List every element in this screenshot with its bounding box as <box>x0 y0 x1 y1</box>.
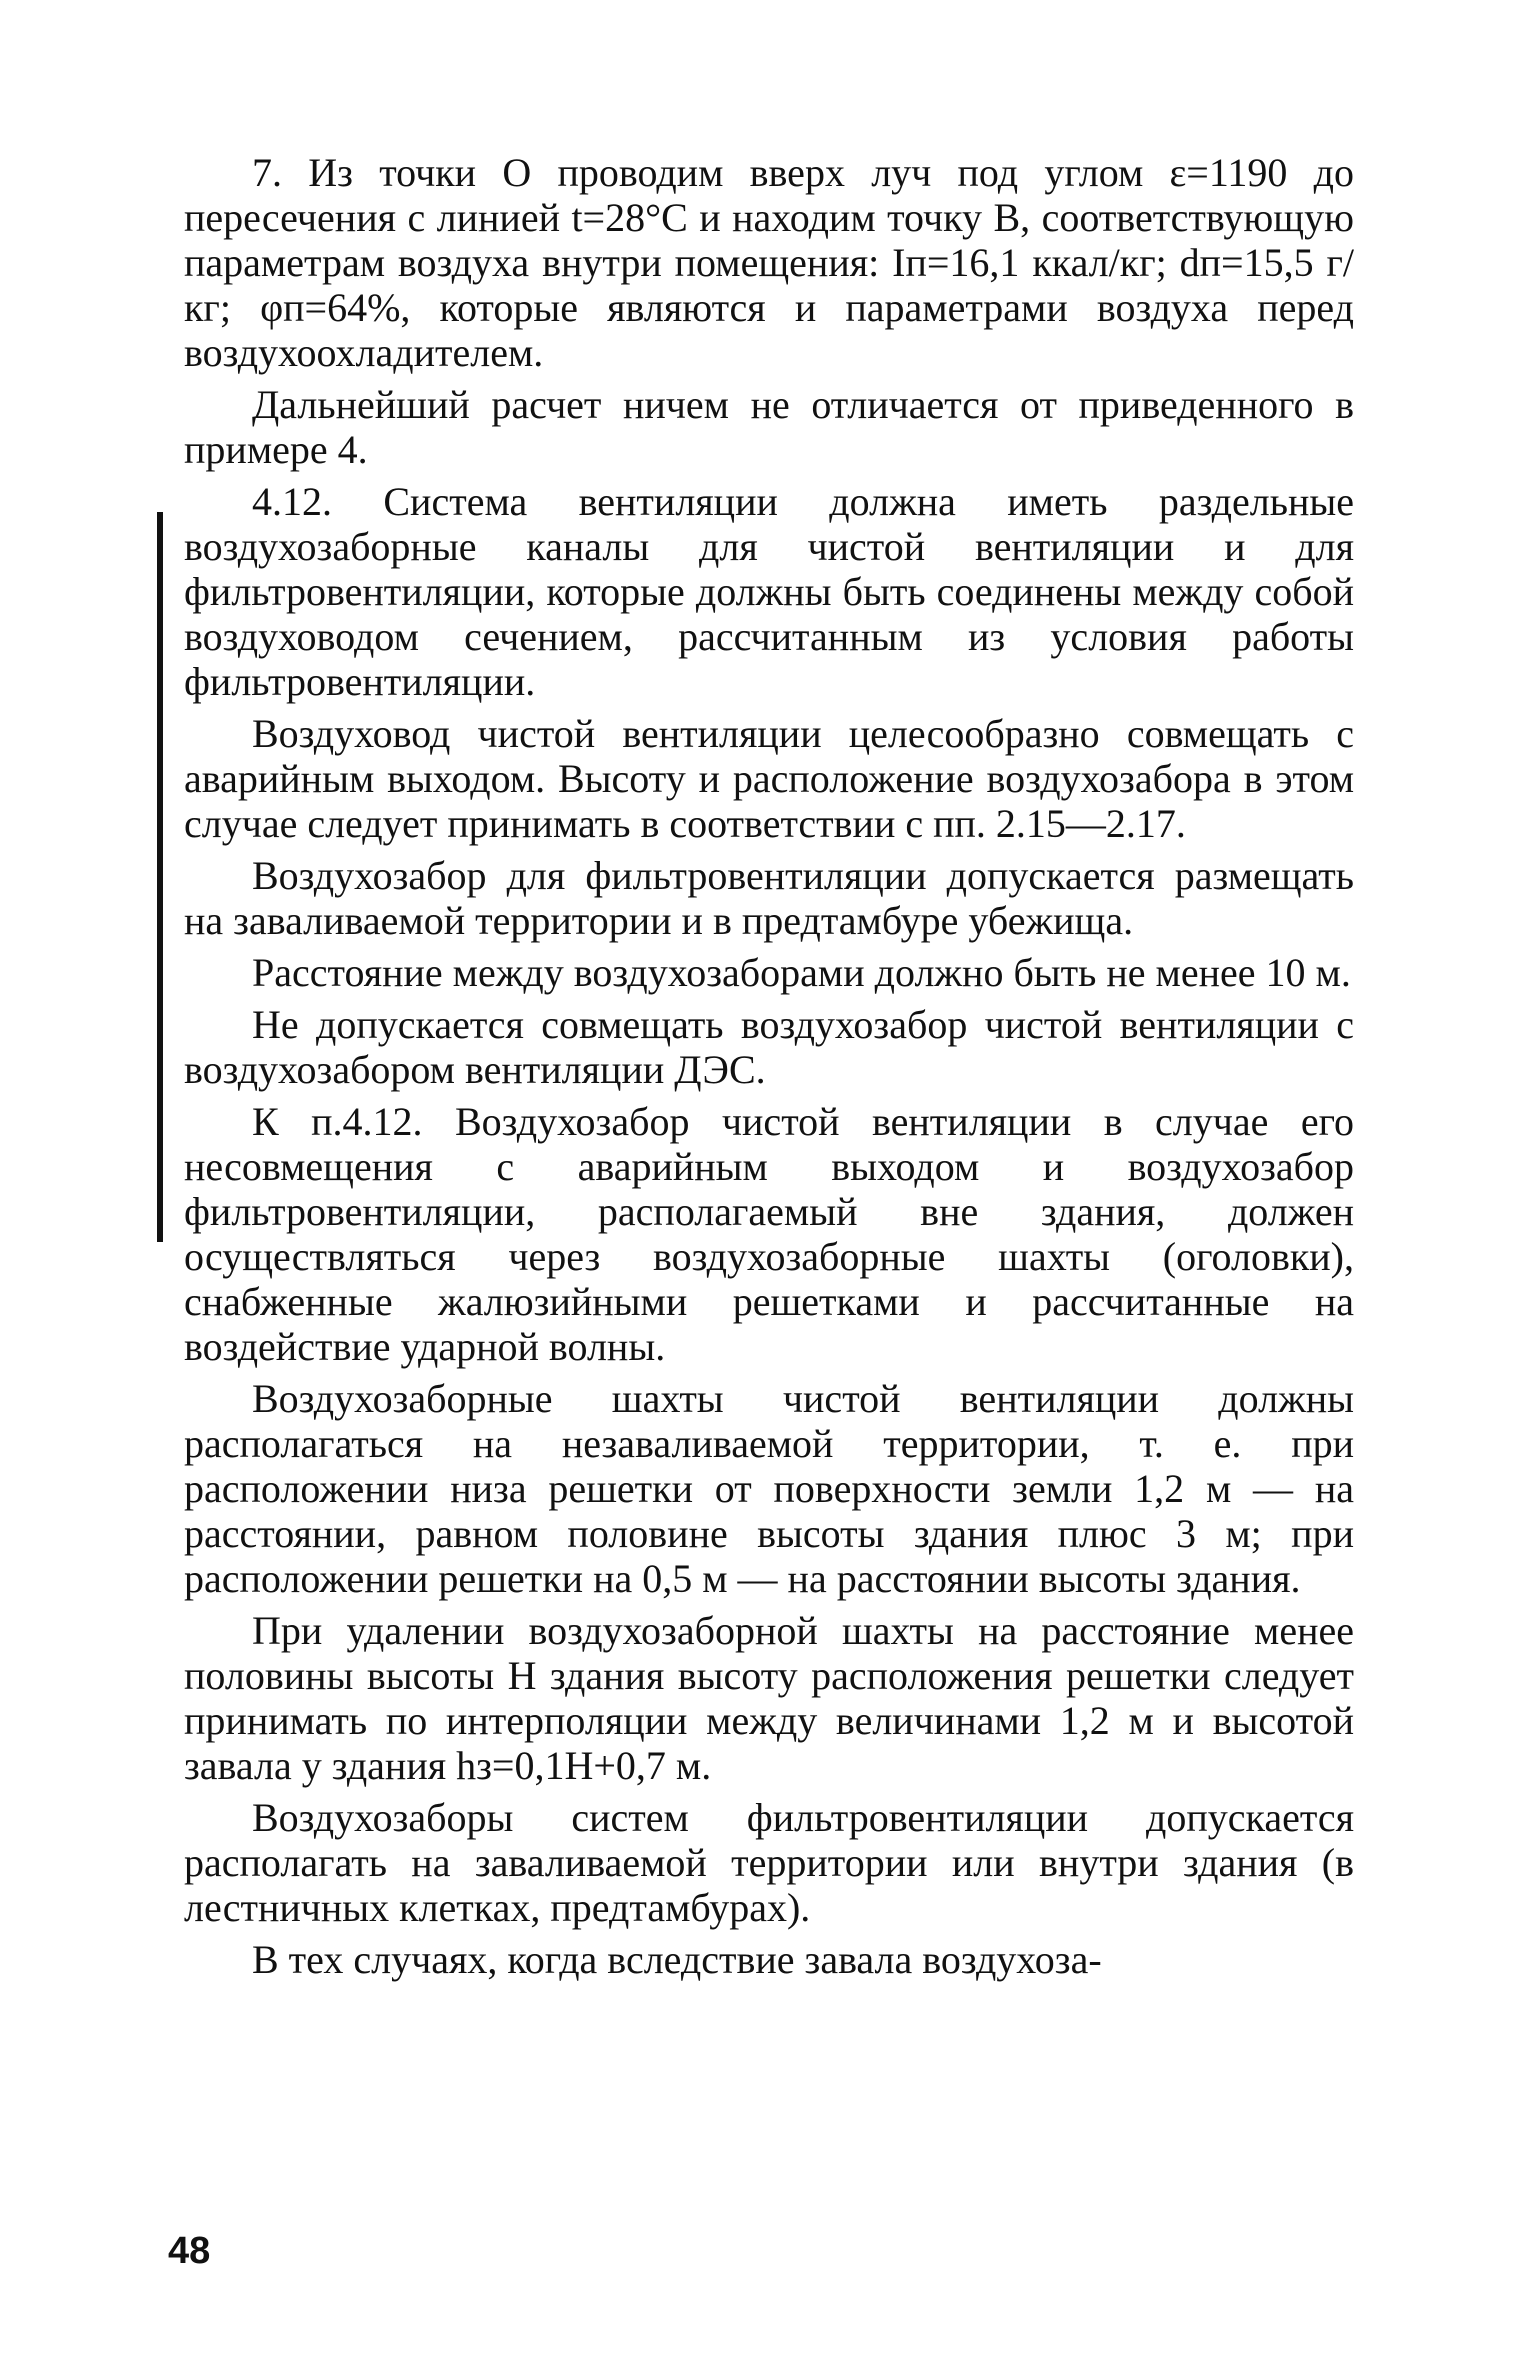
margin-change-bar <box>157 512 163 1242</box>
paragraph-continuation: В тех случаях, когда вследствие завала воздухоза- <box>252 1937 1102 1982</box>
paragraph-intake-shafts: Воздухозаборные шахты чистой вентиляции должны располагаться на незаваливаемой территории, т. е. при расположении низа решетки от поверхности земли 1,2 м — на расстоянии, равном половине высоты здания плюс 3 м; при расположении решетки на 0,5 м — на расстоянии высоты здания. <box>184 1376 1354 1601</box>
paragraph-clean-ventilation-duct: Воздуховод чистой вентиляции целесообразно совмещать с аварийным выходом. Высоту и расположение воздухозабора в этом случае следует принимать в соответствии с пп. 2.15—2.17. <box>184 711 1354 846</box>
paragraph-clause-4-12: 4.12. Система вентиляции должна иметь раздельные воздухозаборные каналы для чистой вентиляции и для фильтровентиляции, которые должны быть соединены между собой воздуховодом сечением, рассчитанным из условия работы фильтровентиляции. <box>184 479 1354 704</box>
body-text <box>184 150 1354 1989</box>
paragraph-step-7: 7. Из точки O проводим вверх луч под углом ε=1190 до пересечения с линией t=28°C и находим точку B, соответствующую параметрам воздуха внутри помещения: Iп=16,1 ккал/кг; dп=15,5 г/кг; φп=64%, которые являются и параметрами воздуха перед воздухоохладителем. <box>184 150 1354 375</box>
paragraph-intake-distance: Расстояние между воздухозаборами должно быть не менее 10 м. <box>252 950 1351 995</box>
paragraph-filter-intakes-placement: Воздухозаборы систем фильтровентиляции допускается располагать на заваливаемой территории или внутри здания (в лестничных клетках, предтамбурах). <box>184 1795 1354 1930</box>
paragraph-filter-intake: Воздухозабор для фильтровентиляции допускается размещать на заваливаемой территории и в предтамбуре убежища. <box>184 853 1354 943</box>
paragraph-shaft-distance: При удалении воздухозаборной шахты на расстояние менее половины высоты H здания высоту расположения решетки следует принимать по интерполяции между величинами 1,2 м и высотой завала у здания hз=0,1H+0,7 м. <box>184 1608 1354 1788</box>
paragraph-further-calculation: Дальнейший расчет ничем не отличается от приведенного в примере 4. <box>184 382 1354 472</box>
page-number: 48 <box>168 2230 211 2272</box>
paragraph-commentary-4-12: К п.4.12. Воздухозабор чистой вентиляции в случае его несовмещения с аварийным выходом и воздухозабор фильтровентиляции, располагаемый вне здания, должен осуществляться через воздухозаборные шахты (оголовки), снабженные жалюзийными решетками и рассчитанные на воздействие ударной волны. <box>184 1099 1354 1369</box>
paragraph-des-intake: Не допускается совмещать воздухозабор чистой вентиляции с воздухозабором вентиляции ДЭС. <box>184 1002 1354 1092</box>
